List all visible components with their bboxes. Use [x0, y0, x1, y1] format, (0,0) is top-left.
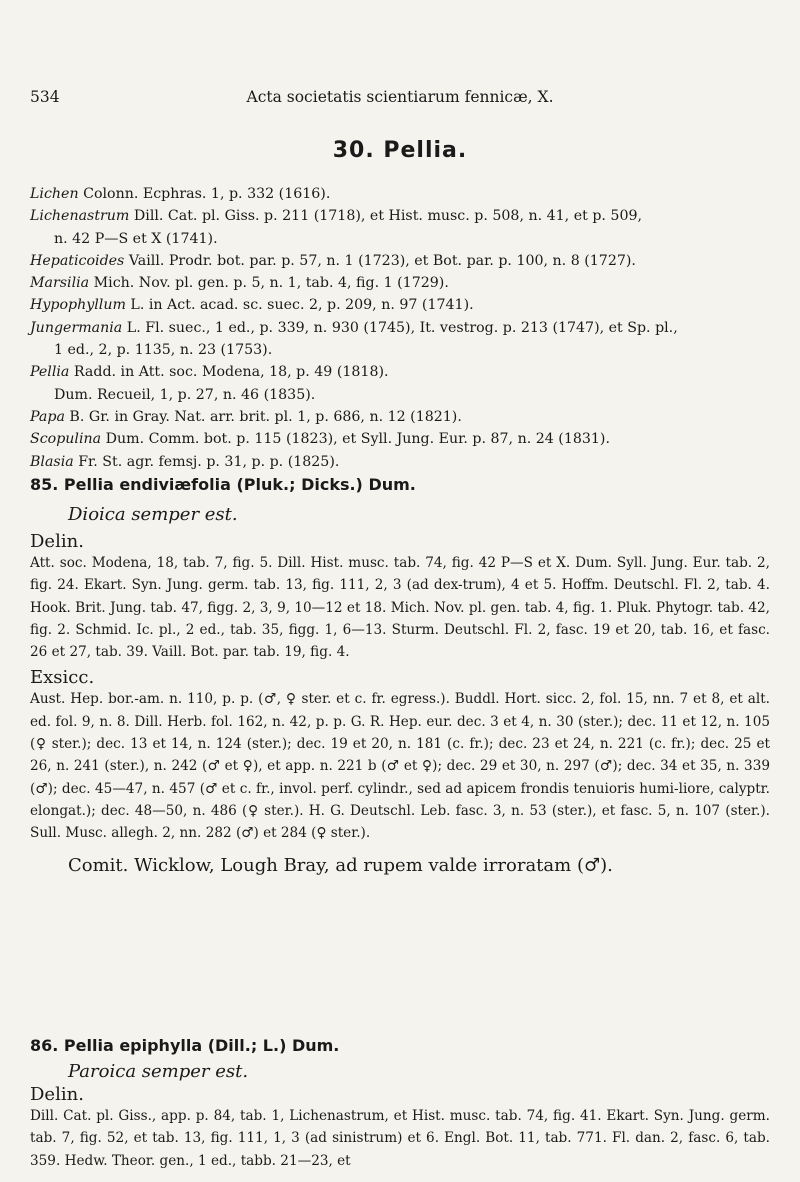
exsicc-text: Aust. Hep. bor.-am. n. 110, p. p. (♂, ♀ ster. et c. fr. egress.). Buddl. Hort. sicc. 2, fol. 15, nn. 7 et 8, et alt. ed. fol. 9, n. 8. Dill. Herb. fol. 162, n. 42, p. p. G. R. Hep. eur. dec. 3 et 4, n. 30 (ster.); dec. 11 et 12, n. 105 (♀ ster.); dec. 13 et 14, n. 124 (ster.); dec. 19 et 20, n. 181 (c. fr.); dec. 23 et 24, n. 221 (c. fr.); dec. 25 et 26, n. 241 (ster.), n. 242 (♂ et ♀), et app. n. 221 b (♂ et ♀); dec. 29 et 30, n. 297 (♂); dec. 34 et 35, n. 339 (♂); dec. 45—47, n. 457 (♂ et c. fr., invol. perf. cylindr., sed ad apicem frondis tenuioris humi-liore, calyptr. elongat.); dec. 48—50, n. 486 (♀ ster.). H. G. Deutschl. Leb. fasc. 3, n. 53 (ster.), et fasc. 5, n. 107 (ster.). Sull. Musc. allegh. 2, nn. 282 (♂) et 284 (♀ ster.). — [30, 691, 770, 842]
synonym-line: Papa B. Gr. in Gray. Nat. arr. brit. pl. 1, p. 686, n. 12 (1821). — [30, 408, 462, 425]
species-entry-86 — [30, 1036, 770, 1172]
delin-label: Delin. — [30, 1084, 84, 1105]
exsicc-label: Exsicc. — [30, 667, 95, 689]
synonym-line: Pellia Radd. in Att. soc. Modena, 18, p. 49 (1818). — [30, 364, 389, 381]
synonym-list — [30, 183, 770, 473]
synonym-line: Lichenastrum Dill. Cat. pl. Giss. p. 211 (1718), et Hist. musc. p. 508, n. 41, et p. 509, — [30, 208, 643, 225]
synonym-line: Hypophyllum L. in Act. acad. sc. suec. 2, p. 209, n. 97 (1741). — [30, 297, 474, 314]
synonym-line: Scopulina Dum. Comm. bot. p. 115 (1823), et Syll. Jung. Eur. p. 87, n. 24 (1831). — [30, 431, 610, 448]
species-heading: 85. Pellia endiviæfolia (Pluk.; Dicks.) Dum. — [30, 475, 416, 494]
sexuality-line: Paroica semper est. — [68, 1061, 249, 1082]
species-heading: 86. Pellia epiphylla (Dill.; L.) Dum. — [30, 1036, 340, 1055]
comit-line: Comit. Wicklow, Lough Bray, ad rupem valde irroratam (♂). — [68, 854, 613, 876]
synonym-line: 1 ed., 2, p. 1135, n. 23 (1753). — [54, 342, 273, 359]
synonym-line: Jungermania L. Fl. suec., 1 ed., p. 339, n. 930 (1745), It. vestrog. p. 213 (1747), et Sp. pl., — [30, 319, 678, 336]
sexuality-line: Dioica semper est. — [68, 504, 238, 525]
genus-title: 30. Pellia. — [332, 138, 468, 163]
species-entry-85 — [30, 475, 770, 876]
synonym-line: Dum. Recueil, 1, p. 27, n. 46 (1835). — [54, 386, 316, 403]
page-header — [30, 88, 770, 108]
delin-text: Dill. Cat. pl. Giss., app. p. 84, tab. 1, Lichenastrum, et Hist. musc. tab. 74, fig. 41. Ekart. Syn. Jung. germ. tab. 7, fig. 52, et tab. 13, fig. 111, 1, 3 (ad sinistrum) et 6. Engl. Bot. 11, tab. 771. Fl. dan. 2, fasc. 6, tab. 359. Hedw. Theor. gen., 1 ed., tabb. 21—23, et — [30, 1108, 770, 1169]
delin-label: Delin. — [30, 531, 84, 552]
page-number: 534 — [30, 88, 60, 106]
synonym-line: Hepaticoides Vaill. Prodr. bot. par. p. 57, n. 1 (1723), et Bot. par. p. 100, n. 8 (1727). — [30, 252, 636, 269]
running-title: Acta societatis scientiarum fennicæ, X. — [246, 88, 554, 106]
synonym-line: n. 42 P—S et X (1741). — [54, 230, 218, 247]
synonym-line: Marsilia Mich. Nov. pl. gen. p. 5, n. 1, tab. 4, fig. 1 (1729). — [30, 275, 449, 292]
delin-text: Att. soc. Modena, 18, tab. 7, fig. 5. Dill. Hist. musc. tab. 74, fig. 42 P—S et X. Dum. Syll. Jung. Eur. tab. 2, fig. 24. Ekart. Syn. Jung. germ. tab. 13, fig. 111, 2, 3 (ad dex-trum), 4 et 5. Hoffm. Deutschl. Fl. 2, tab. 4. Hook. Brit. Jung. tab. 47, figg. 2, 3, 9, 10—12 et 18. Mich. Nov. pl. gen. tab. 4, fig. 1. Pluk. Phytogr. tab. 42, fig. 2. Schmid. Ic. pl., 2 ed., tab. 35, figg. 1, 6—13. Sturm. Deutschl. Fl. 2, fasc. 19 et 20, tab. 16, et fasc. 26 et 27, tab. 39. Vaill. Bot. par. tab. 19, fig. 4. — [30, 555, 770, 661]
synonym-line: Lichen Colonn. Ecphras. 1, p. 332 (1616). — [30, 186, 331, 202]
synonym-line: Blasia Fr. St. agr. femsj. p. 31, p. p. (1825). — [30, 453, 340, 470]
